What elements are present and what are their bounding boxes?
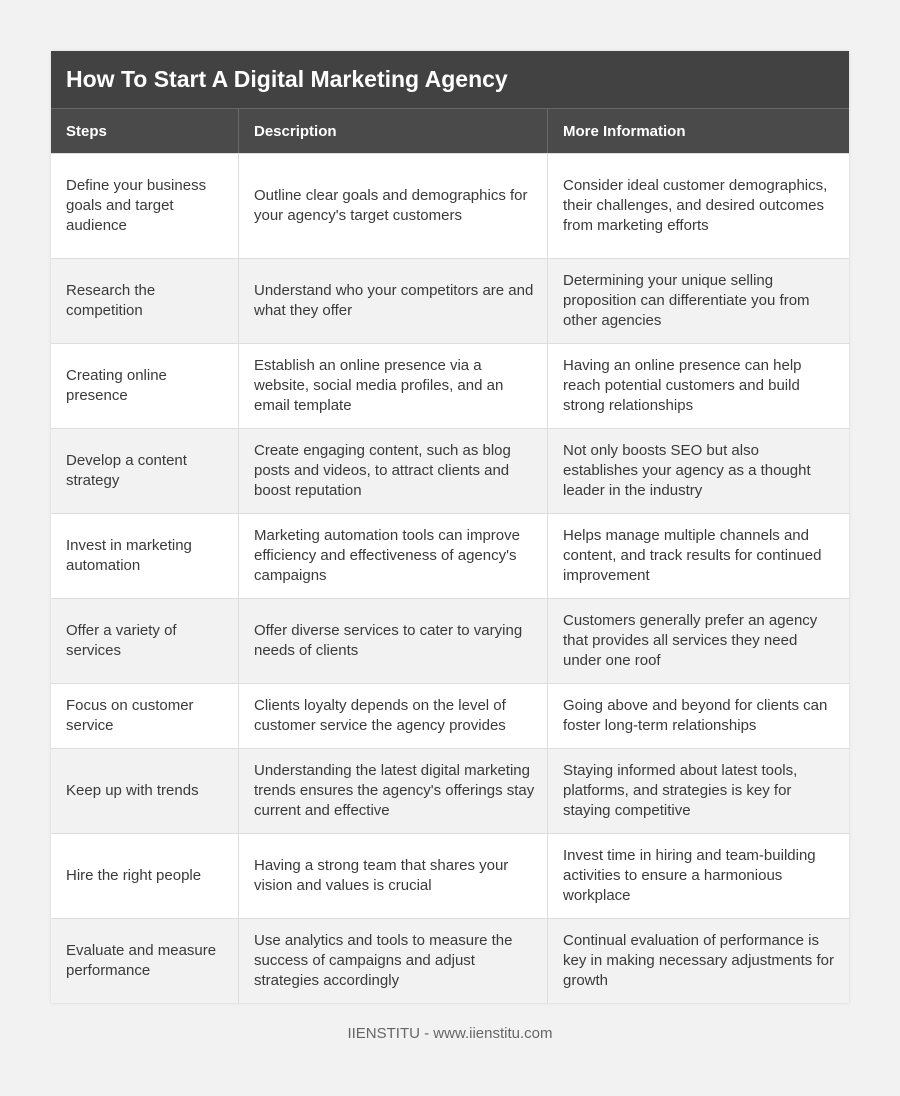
info-cell: Not only boosts SEO but also establishes your agency as a thought leader in the industry	[547, 429, 849, 513]
table-row	[51, 513, 849, 598]
table-card	[51, 51, 849, 1003]
column-header-description: Description	[238, 109, 547, 153]
step-cell: Focus on customer service	[66, 697, 194, 734]
description-cell: Offer diverse services to cater to varying needs of clients	[238, 599, 547, 683]
table-row	[51, 918, 849, 1003]
info-cell: Consider ideal customer demographics, their challenges, and desired outcomes from marketing efforts	[547, 154, 849, 258]
table-title: How To Start A Digital Marketing Agency	[51, 51, 849, 108]
step-cell: Evaluate and measure performance	[66, 942, 217, 979]
table-row	[51, 833, 849, 918]
info-cell: Invest time in hiring and team-building activities to ensure a harmonious workplace	[547, 834, 849, 918]
step-cell: Keep up with trends	[66, 782, 199, 799]
step-cell: Hire the right people	[66, 867, 202, 884]
footer-credit: IIENSTITU - www.iienstitu.com	[347, 1025, 553, 1042]
table-header	[51, 108, 849, 153]
table-row	[51, 598, 849, 683]
step-cell: Develop a content strategy	[66, 452, 187, 489]
table-row	[51, 748, 849, 833]
info-cell: Going above and beyond for clients can foster long-term relationships	[547, 684, 849, 748]
description-cell: Outline clear goals and demographics for your agency's target customers	[238, 154, 547, 258]
description-cell: Having a strong team that shares your vision and values is crucial	[238, 834, 547, 918]
table-row	[51, 258, 849, 343]
description-cell: Marketing automation tools can improve efficiency and effectiveness of agency's campaigns	[238, 514, 547, 598]
description-cell: Establish an online presence via a website, social media profiles, and an email template	[238, 344, 547, 428]
table-row	[51, 343, 849, 428]
info-cell: Staying informed about latest tools, platforms, and strategies is key for staying competitive	[547, 749, 849, 833]
info-cell: Helps manage multiple channels and content, and track results for continued improvement	[547, 514, 849, 598]
info-cell: Customers generally prefer an agency that provides all services they need under one roof	[547, 599, 849, 683]
description-cell: Create engaging content, such as blog posts and videos, to attract clients and boost reputation	[238, 429, 547, 513]
info-cell: Having an online presence can help reach potential customers and build strong relationships	[547, 344, 849, 428]
column-header-steps: Steps	[66, 122, 107, 140]
info-cell: Determining your unique selling proposition can differentiate you from other agencies	[547, 259, 849, 343]
step-cell: Research the competition	[66, 282, 156, 319]
table-row	[51, 683, 849, 748]
step-cell: Define your business goals and target audience	[66, 177, 207, 234]
step-cell: Invest in marketing automation	[66, 537, 192, 574]
info-cell: Continual evaluation of performance is key in making necessary adjustments for growth	[547, 919, 849, 1003]
step-cell: Offer a variety of services	[66, 622, 177, 659]
step-cell: Creating online presence	[66, 367, 167, 404]
table-row	[51, 428, 849, 513]
column-header-more-information: More Information	[547, 109, 849, 153]
description-cell: Use analytics and tools to measure the success of campaigns and adjust strategies accordingly	[238, 919, 547, 1003]
description-cell: Understand who your competitors are and what they offer	[238, 259, 547, 343]
table-row	[51, 153, 849, 258]
description-cell: Clients loyalty depends on the level of customer service the agency provides	[238, 684, 547, 748]
description-cell: Understanding the latest digital marketing trends ensures the agency's offerings stay current and effective	[238, 749, 547, 833]
